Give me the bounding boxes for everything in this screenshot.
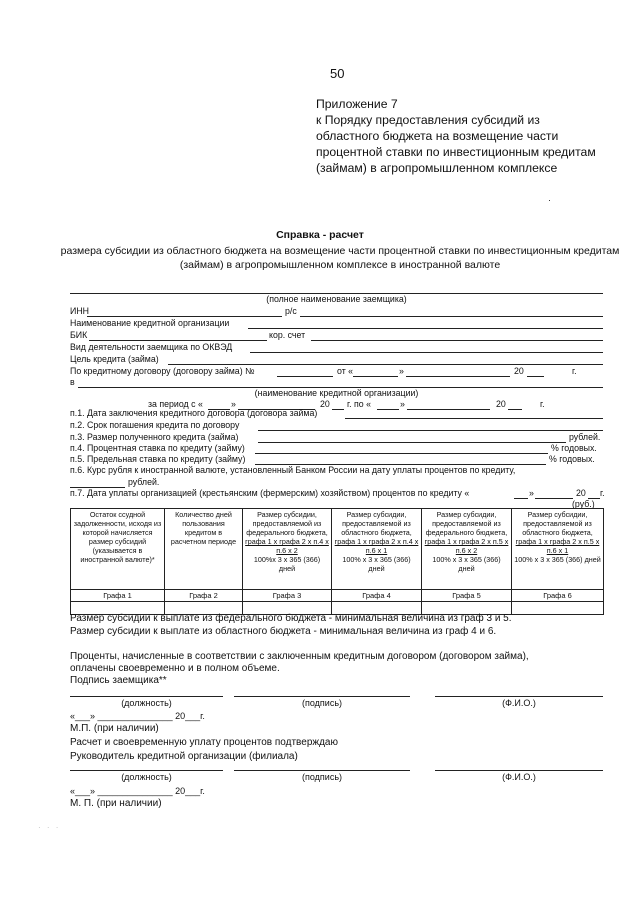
period-to-label: г. по «	[347, 399, 372, 409]
header-cell-2	[165, 509, 243, 590]
kor-field[interactable]	[311, 340, 603, 341]
p4-label: п.4. Процентная ставка по кредиту (займу)	[70, 443, 245, 453]
contract-year20: 20	[514, 366, 524, 376]
column-number-4: Графа 4	[332, 590, 422, 602]
p7-20: 20	[576, 488, 586, 498]
page-number: 50	[330, 66, 345, 81]
bik-field[interactable]	[89, 340, 267, 341]
p7-g: г.	[600, 488, 605, 498]
bank-position-caption: (должность)	[121, 772, 172, 782]
borrower-signature-label: Подпись заемщика**	[70, 675, 167, 686]
borrower-fio-line[interactable]	[435, 696, 603, 697]
rs-label: р/с	[285, 306, 297, 316]
data-cell-6[interactable]	[512, 602, 604, 615]
p7-month[interactable]	[535, 498, 573, 499]
bank-v-label: в	[70, 377, 75, 387]
denominator-5: 100% х 3 х 365 (366) дней	[432, 555, 501, 573]
period-from-label: за период с «	[148, 399, 203, 409]
subsidy-table	[70, 508, 604, 615]
period-to-20: 20	[496, 399, 506, 409]
header-text-5: Размер субсидии, предоставляемой из федерального бюджета,	[425, 510, 508, 537]
p6-unit: рублей.	[128, 477, 160, 487]
purpose-field[interactable]	[168, 364, 603, 365]
rs-field[interactable]	[300, 316, 603, 317]
borrower-fio-caption: (Ф.И.О.)	[502, 698, 536, 708]
bank-date[interactable]: «___» _______________ 20___г.	[70, 786, 205, 796]
purpose-label: Цель кредита (займа)	[70, 354, 159, 364]
header-cell-6	[512, 509, 604, 590]
bank-signature-line[interactable]	[234, 770, 410, 771]
interest-line-2: оплачены своевременно и в полном объеме.	[70, 663, 280, 674]
appendix-block	[316, 96, 606, 176]
formula-6: графа 1 х графа 2 х п.5 х п.6 х 1	[515, 537, 600, 555]
header-text-3: Размер субсидии, предоставляемой из федерального бюджета,	[246, 510, 328, 537]
p7-label: п.7. Дата уплаты организацией (крестьянским (фермерским) хозяйством) процентов по кредиту «	[70, 488, 470, 498]
bik-label: БИК	[70, 330, 88, 340]
header-text-1: Остаток ссудной задолженности, исходя из которой начисляется размер субсидий (указывается в иностранной валюте)*	[73, 510, 162, 564]
bank-signature-caption: (подпись)	[301, 772, 343, 782]
okved-field[interactable]	[250, 352, 603, 353]
contract-date-ot: от «	[337, 366, 354, 376]
p4-unit: % годовых.	[551, 443, 597, 453]
appendix-text: к Порядку предоставления субсидий из областного бюджета на возмещение части процентной ставки по инвестиционным кредитам (займам) в агропромышленном комплексе	[316, 113, 596, 175]
borrower-position-line[interactable]	[70, 696, 223, 697]
table-number-row	[71, 590, 604, 602]
borrower-stamp: М.П. (при наличии)	[70, 723, 159, 734]
contract-month-field[interactable]	[406, 376, 510, 377]
column-number-2: Графа 2	[165, 590, 243, 602]
contract-g: г.	[572, 366, 577, 376]
p3-label: п.3. Размер полученного кредита (займа)	[70, 432, 239, 442]
period-to-year[interactable]	[508, 409, 522, 410]
p2-label: п.2. Срок погашения кредита по договору	[70, 420, 240, 430]
p6-label: п.6. Курс рубля к иностранной валюте, установленный Банком России на дату уплаты процентов по кредиту,	[70, 465, 516, 475]
contract-label: По кредитному договору (договору займа) №	[70, 366, 255, 376]
borrower-signature-caption: (подпись)	[301, 698, 343, 708]
formula-4: графа 1 х графа 2 х п.4 х п.6 х 1	[334, 537, 419, 555]
bank-head-label: Руководитель кредитной организации (филиала)	[70, 751, 298, 762]
header-cell-5	[422, 509, 512, 590]
p3-field[interactable]	[258, 442, 566, 443]
bank-position-line[interactable]	[70, 770, 223, 771]
contract-quote-close: »	[399, 366, 404, 376]
org-caption: (наименование кредитной организации)	[254, 388, 419, 398]
header-cell-1	[71, 509, 165, 590]
document-subtitle: размера субсидии из областного бюджета на возмещение части процентной ставки по инвестиционным кредитам (займам) в агропромышленном комплексе в иностранной валюте	[60, 245, 620, 271]
borrower-position-caption: (должность)	[121, 698, 172, 708]
header-text-2: Количество дней пользования кредитом в расчетном периоде	[170, 510, 237, 546]
borrower-signature-line[interactable]	[234, 696, 410, 697]
p1-label: п.1. Дата заключения кредитного договора (договора займа)	[70, 408, 318, 418]
bank-fio-line[interactable]	[435, 770, 603, 771]
header-text-6: Размер субсидии, предоставляемой из областного бюджета,	[522, 510, 593, 537]
bank-stamp: М. П. (при наличии)	[70, 798, 162, 809]
period-to-g: г.	[540, 399, 545, 409]
p4-field[interactable]	[255, 453, 548, 454]
borrower-caption: (полное наименование заемщика)	[266, 294, 407, 304]
summary-regional: Размер субсидии к выплате из областного бюджета - минимальная величина из граф 4 и 6.	[70, 626, 497, 637]
document-title: Справка - расчет	[276, 229, 364, 241]
period-to-quote: »	[400, 399, 405, 409]
interest-line-1: Проценты, начисленные в соответствии с заключенным кредитным договором (договором займа),	[70, 651, 529, 662]
period-to-day[interactable]	[377, 409, 399, 410]
p7-day[interactable]	[514, 498, 528, 499]
bank-name-field[interactable]	[248, 328, 603, 329]
denominator-3: 100%х 3 х 365 (366) дней	[253, 555, 321, 573]
column-number-1: Графа 1	[71, 590, 165, 602]
header-cell-4	[332, 509, 422, 590]
formula-3: графа 1 х графа 2 х п.4 х п.6 х 2	[245, 537, 329, 555]
confirm-text: Расчет и своевременную уплату процентов подтверждаю	[70, 737, 338, 748]
p3-unit: рублей.	[569, 432, 601, 442]
column-number-6: Графа 6	[512, 590, 604, 602]
scan-artifact: · · ·	[38, 823, 61, 832]
period-from-quote: »	[231, 399, 236, 409]
header-cell-3	[243, 509, 332, 590]
p5-unit: % годовых.	[549, 454, 595, 464]
table-header-row	[71, 509, 604, 590]
contract-number-field[interactable]	[277, 376, 333, 377]
kor-label: кор. счет	[269, 330, 306, 340]
mark-dot: ·	[548, 195, 551, 205]
bank-fio-caption: (Ф.И.О.)	[502, 772, 536, 782]
formula-5: графа 1 х графа 2 х п.5 х п.6 х 2	[424, 537, 509, 555]
p2-field[interactable]	[258, 430, 603, 431]
summary-federal: Размер субсидии к выплате из федерального бюджета - минимальная величина из граф 3 и 5.	[70, 613, 512, 624]
column-number-5: Графа 5	[422, 590, 512, 602]
contract-year-field[interactable]	[527, 376, 544, 377]
p5-label: п.5. Предельная ставка по кредиту (займу)	[70, 454, 246, 464]
appendix-title: Приложение 7	[316, 97, 398, 111]
period-to-month[interactable]	[407, 409, 490, 410]
denominator-6: 100% х 3 х 365 (366) дней	[514, 555, 601, 564]
contract-day-field[interactable]	[353, 376, 398, 377]
header-text-4: Размер субсидии, предоставляемой из областного бюджета,	[341, 510, 412, 537]
p7-quote: »	[529, 488, 534, 498]
p1-field[interactable]	[345, 418, 603, 419]
inn-label: ИНН	[70, 306, 90, 316]
column-number-3: Графа 3	[243, 590, 332, 602]
denominator-4: 100% х 3 х 365 (366) дней	[342, 555, 411, 573]
borrower-date[interactable]: «___» _______________ 20___г.	[70, 711, 205, 721]
bank-name-label: Наименование кредитной организации	[70, 318, 230, 328]
okved-label: Вид деятельности заемщика по ОКВЭД	[70, 342, 233, 352]
period-from-year[interactable]	[332, 409, 344, 410]
currency-unit: (руб.)	[572, 499, 595, 509]
inn-field[interactable]	[87, 316, 282, 317]
period-from-20: 20	[320, 399, 330, 409]
